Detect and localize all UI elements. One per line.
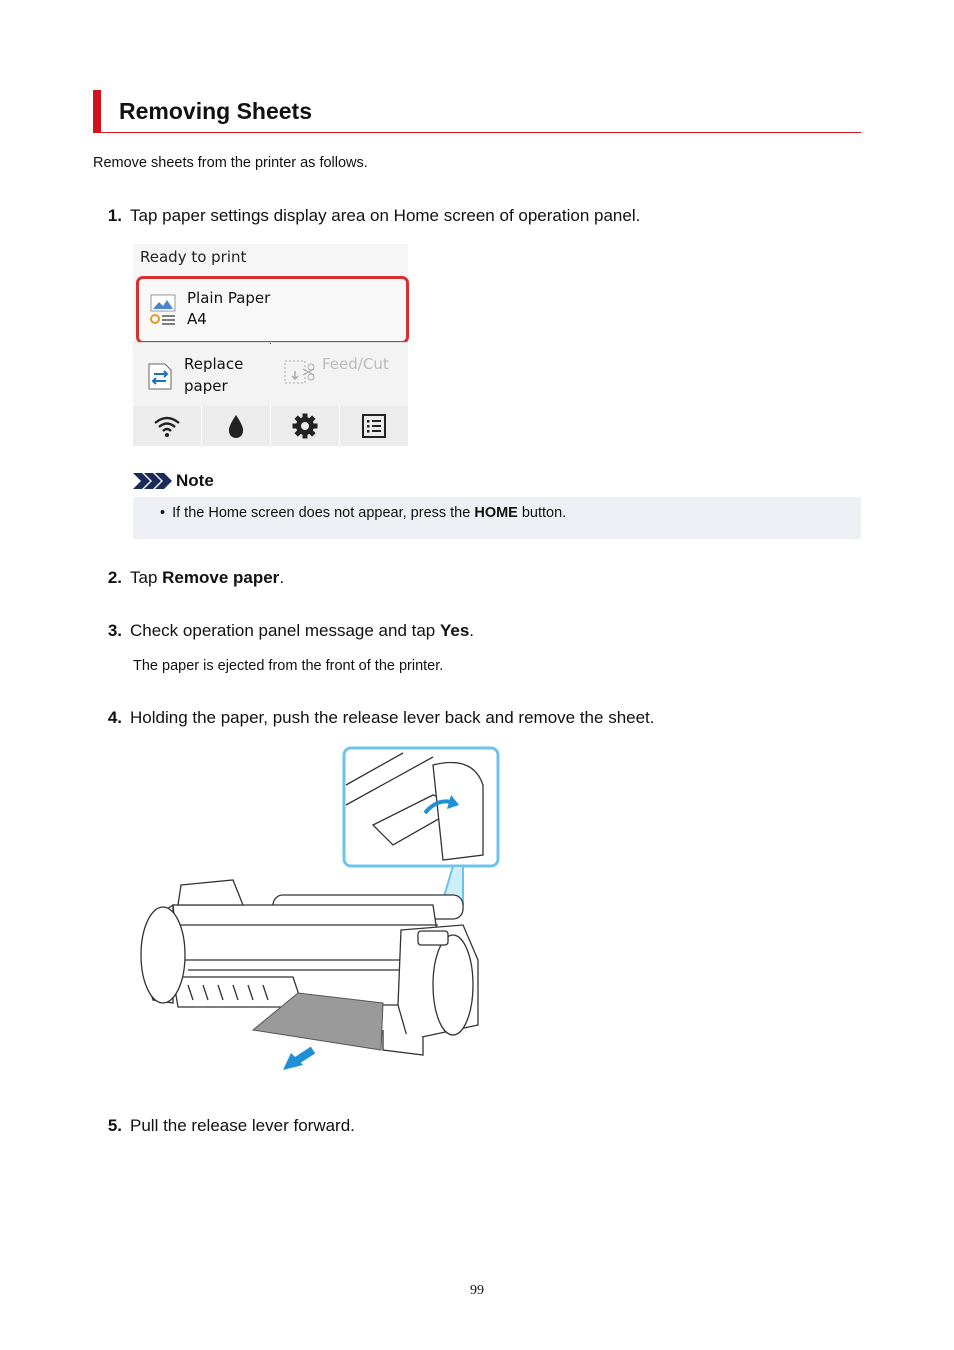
- step-number: 2.: [107, 568, 122, 587]
- replace-label-2: paper: [184, 377, 228, 395]
- panel-action-row: [133, 342, 408, 407]
- note-bullet: •: [160, 505, 166, 521]
- panel-status: Ready to print: [140, 248, 247, 266]
- step-number: 4.: [107, 708, 122, 727]
- replace-label-1: Replace: [184, 355, 244, 373]
- step-pre: Tap: [130, 568, 163, 587]
- replace-paper-button[interactable]: [133, 343, 270, 406]
- ink-button[interactable]: [202, 406, 270, 446]
- step-text: Pull the release lever forward.: [130, 1116, 355, 1135]
- note-pre: If the Home screen does not appear, press the: [172, 505, 475, 521]
- step-3-result: The paper is ejected from the front of the printer.: [133, 658, 444, 674]
- feed-cut-label: Feed/Cut: [322, 355, 389, 373]
- ink-drop-icon: [226, 413, 246, 439]
- step-number: 5.: [107, 1116, 122, 1135]
- job-list-button[interactable]: [340, 406, 408, 446]
- wifi-icon: [152, 414, 182, 438]
- step-number: 3.: [107, 621, 122, 640]
- step-text: Tap paper settings display area on Home screen of operation panel.: [130, 206, 641, 225]
- gear-icon: [291, 412, 319, 440]
- paper-settings-area[interactable]: [136, 276, 409, 344]
- step-bold: Remove paper: [162, 568, 280, 587]
- note-title: Note: [176, 471, 214, 490]
- step-post: .: [279, 568, 285, 587]
- list-icon: [361, 413, 387, 439]
- replace-paper-icon: [145, 361, 175, 391]
- note-text: [160, 505, 566, 521]
- paper-type: Plain Paper: [187, 289, 271, 307]
- step-pre: Check operation panel message and tap: [130, 621, 440, 640]
- feed-cut-button[interactable]: [271, 343, 408, 406]
- printer-illustration: [133, 745, 503, 1075]
- paper-size: A4: [187, 310, 207, 328]
- step-number: 1.: [107, 206, 122, 225]
- intro-text: Remove sheets from the printer as follows.: [93, 155, 368, 171]
- heading-rule: [93, 132, 861, 133]
- feed-cut-icon: [283, 357, 319, 387]
- step-bold: Yes: [439, 621, 470, 640]
- note-bold: HOME: [474, 505, 518, 521]
- paper-image-icon: [148, 293, 178, 327]
- step-text: [130, 621, 474, 641]
- page-number: 99: [470, 1283, 484, 1298]
- settings-button[interactable]: [271, 406, 339, 446]
- note-post: button.: [517, 505, 567, 521]
- page-title: Removing Sheets: [119, 98, 312, 124]
- step-text: [130, 568, 284, 588]
- wifi-button[interactable]: [133, 406, 201, 446]
- panel-icon-row: [133, 406, 408, 446]
- step-post: .: [469, 621, 475, 640]
- operation-panel-screen: [133, 244, 408, 446]
- step-text: Holding the paper, push the release lever back and remove the sheet.: [130, 708, 655, 727]
- note-chevrons-icon: [133, 473, 173, 489]
- heading-accent-bar: [93, 90, 101, 133]
